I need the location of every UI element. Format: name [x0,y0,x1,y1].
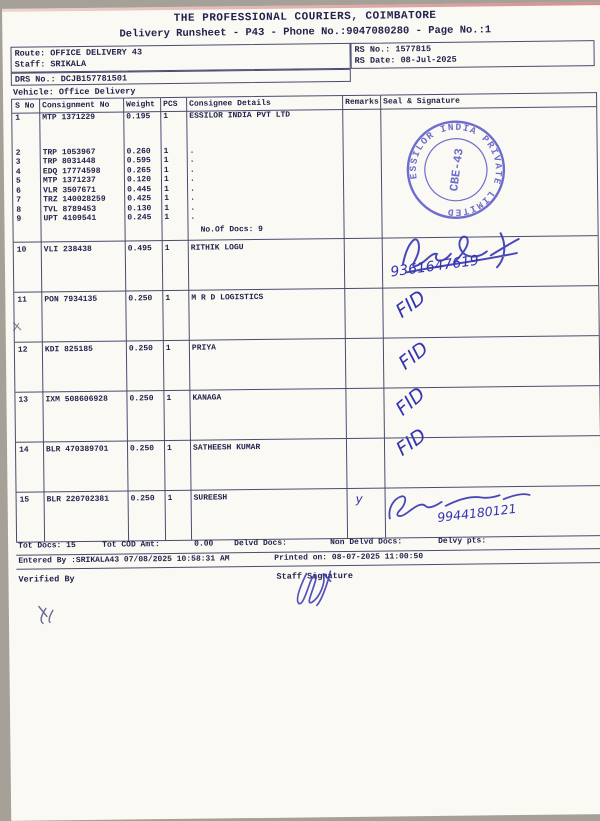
doc-subtitle: Delivery Runsheet - P43 - Phone No.:9047080280 - Page No.:1 [119,24,492,41]
cell-consignment-no: UPT 4109541 [43,213,97,224]
table-row [14,239,598,255]
handwritten-scribble-bottom-left [39,606,53,623]
scanned-page [2,2,600,821]
cell-weight: 0.445 [127,184,152,194]
cell-weight: 0.250 [129,394,154,404]
table-row [16,439,600,455]
header-sno: S No [15,101,35,111]
non-delvd-docs-label: Non Delvd Docs: [330,537,403,548]
cell-consignee: M R D LOGISTICS [191,292,264,303]
cell-consignee: . [189,165,195,175]
table-row [15,339,599,355]
cell-pcs: 1 [163,174,169,185]
drs-box [11,69,351,86]
cell-sno: 12 [17,345,28,355]
cell-sno: 1 [15,113,21,123]
cell-consignment-no: TRP 1053967 [42,147,96,157]
cell-consignment-no: KDI 825185 [44,344,93,355]
table-row [14,289,598,305]
table-row [17,489,600,505]
cell-sno: 5 [15,176,21,186]
cell-consignment-no: TVL 8789453 [43,204,97,214]
cell-pcs: 1 [165,343,171,354]
route-staff-box [10,43,350,73]
cell-weight: 0.120 [126,175,152,185]
cell-consignee: . [189,146,195,156]
header-seal: Seal & Signature [383,96,460,107]
cell-sno: 9 [16,214,22,224]
doc-title: THE PROFESSIONAL COURIERS, COIMBATORE [173,9,437,25]
delvd-docs-label: Delvd Docs: [234,538,287,549]
cell-sno: 3 [15,157,21,167]
cell-consignment-no: MTP 1371229 [42,112,96,123]
table-row-block [15,335,600,392]
tot-docs: Tot Docs: 15 [18,541,76,551]
handwritten-fid-3: FID [391,383,430,421]
handwritten-phone-top: 9361647619 [389,252,480,281]
cell-consignee: . [190,184,195,194]
group1-lines [12,107,597,224]
table-rows [14,235,600,542]
cell-pcs: 1 [164,203,170,213]
cell-pcs: 1 [164,243,170,254]
cell-weight: 0.250 [128,344,153,354]
cell-consignee: ESSILOR INDIA PVT LTD [189,110,291,121]
cell-consignment-no: VLI 238438 [43,244,92,255]
cell-pcs: 1 [164,193,170,204]
cell-sno: 10 [16,245,27,255]
cell-consignment-no: MTP 1371237 [42,175,96,186]
cell-sno: 6 [16,186,21,196]
cell-consignment-no: BLR 220702381 [46,494,110,505]
cell-weight: 0.595 [126,156,151,166]
cell-pcs: 1 [166,393,172,404]
cell-consignment-no: VLR 3507671 [43,185,96,195]
cell-weight: 0.195 [126,112,151,122]
rs-date-line: RS Date: 08-Jul-2025 [354,54,457,66]
cell-pcs: 1 [163,111,169,122]
cell-pcs: 1 [164,212,170,223]
cell-consignee: SUREESH [193,493,228,503]
cell-weight: 0.250 [130,494,155,504]
stamp-center-text: CBE-43 [447,147,467,193]
header-weight: Weight [126,100,155,110]
cell-weight: 0.245 [127,213,152,223]
cell-consignment-no: EDQ 17774598 [42,166,101,176]
cell-pcs: 1 [164,184,169,194]
handwritten-fid-1: FID [391,286,430,323]
cell-consignee: . [190,203,196,213]
handwritten-fid-2: FID [394,337,433,375]
cell-consignee: KANAGA [192,393,222,403]
cell-sno: 11 [17,295,28,305]
printed-on: Printed on: 08-07-2025 11:00:50 [274,552,424,563]
cell-pcs: 1 [165,293,171,304]
cell-consignee: RITHIK LOGU [190,243,244,253]
cell-sno: 4 [15,167,21,177]
cell-consignment-no: IXM 508606928 [45,394,108,405]
docs-note: No.Of Docs: 9 [200,224,264,235]
cell-weight: 0.250 [129,444,155,454]
tot-cod-value: 0.00 [194,539,214,549]
table-row-block [15,385,600,442]
cell-consignee: SATHEESH KUMAR [192,442,261,453]
cell-pcs: 1 [167,493,173,504]
cell-sno: 8 [16,205,22,215]
cell-sno: 7 [16,195,22,205]
entered-by: Entered By :SRIKALA43 07/08/2025 10:58:31 AM [18,554,230,566]
route-line: Route: OFFICE DELIVERY 43 [14,47,143,59]
cell-pcs: 1 [163,165,169,175]
staff-signature-label: Staff Signature [276,570,354,582]
header-consignee: Consignee Details [189,98,271,109]
cell-sno: 14 [18,445,29,455]
rs-no-line: RS No.: 1577815 [354,44,432,55]
staff-line: Staff: SRIKALA [14,58,87,70]
stamp-ring-text: ESSILOR INDIA PRIVATE LIMITED [407,121,505,218]
tot-cod-label: Tot COD Amt: [102,540,160,550]
vehicle-line: Vehicle: Office Delivery [12,86,136,98]
cell-sno: 13 [18,395,29,405]
table-row [15,389,599,405]
table-row-block [14,235,599,292]
cell-weight: 0.130 [127,203,152,213]
table-group-1 [12,107,597,242]
cell-consignment-no: BLR 470389701 [45,444,109,455]
cell-weight: 0.425 [127,194,152,204]
cell-sno: 15 [19,495,30,505]
cell-consignment-no: TRZ 140028259 [43,194,106,205]
handwritten-row15-mark: y [355,491,363,506]
cell-weight: 0.250 [128,294,153,304]
cell-consignee: . [189,174,195,184]
cell-pcs: 1 [163,146,169,156]
table-row-block [14,285,599,342]
header-consignment: Consignment No [42,100,110,111]
cell-pcs: 1 [166,443,172,454]
cell-consignment-no: PON 7934135 [44,294,98,305]
header-remarks: Remarks [345,97,379,107]
header-pcs: PCS [163,99,178,110]
signature-row [18,568,598,585]
table-row-block [17,485,600,542]
cell-weight: 0.495 [127,244,152,254]
cell-consignment-no: TRP 8031448 [42,156,96,167]
cell-sno: 2 [15,148,21,158]
drs-no-line: DRS No.: DCJB157781501 [14,73,128,85]
cell-consignee: PRIYA [191,343,216,353]
cell-consignee: . [189,155,195,165]
cell-weight: 0.265 [126,165,151,175]
delvy-pts-label: Delvy pts: [438,536,487,546]
handwritten-fid-4: FID [392,424,431,461]
runsheet-table [11,92,600,543]
handwritten-phone-bottom: 9944180121 [436,500,518,525]
cell-consignee: . [190,212,196,222]
cell-consignee: . [190,193,196,203]
table-row-block [16,435,600,492]
cell-pcs: 1 [163,155,169,166]
rs-box [350,40,594,69]
verified-by-label: Verified By [18,574,75,585]
cell-weight: 0.260 [126,146,151,156]
